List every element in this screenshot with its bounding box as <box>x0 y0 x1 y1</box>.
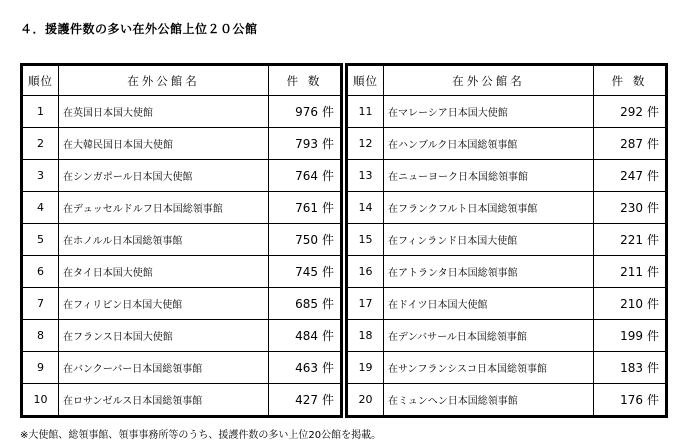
rank-cell: 13 <box>348 160 384 192</box>
count-value: 764 <box>295 169 318 183</box>
count-cell <box>594 96 666 128</box>
count-cell <box>269 192 341 224</box>
rank-cell: 4 <box>23 192 59 224</box>
count-cell <box>269 384 341 416</box>
table-row <box>23 96 341 128</box>
count-value: 247 <box>620 169 643 183</box>
rank-cell: 1 <box>23 96 59 128</box>
count-unit: 件 <box>646 297 659 311</box>
count-unit: 件 <box>646 265 659 279</box>
header-name: 在外公館名 <box>59 66 269 96</box>
footnote: ※大使館、総領事館、領事事務所等のうち、援護件数の多い上位20公館を掲載。 <box>20 430 382 441</box>
mission-name-cell: 在タイ日本国大使館 <box>59 256 269 288</box>
table-row <box>348 384 666 416</box>
count-cell <box>594 384 666 416</box>
count-value: 750 <box>295 233 318 247</box>
ranking-table-body-left <box>23 66 341 416</box>
count-value: 199 <box>620 329 643 343</box>
count-cell <box>594 192 666 224</box>
count-unit: 件 <box>321 105 334 119</box>
mission-name-cell: 在ロサンゼルス日本国総領事館 <box>59 384 269 416</box>
table-row <box>23 256 341 288</box>
table-row <box>23 384 341 416</box>
count-unit: 件 <box>646 105 659 119</box>
count-cell <box>269 160 341 192</box>
count-unit: 件 <box>321 329 334 343</box>
table-row <box>23 320 341 352</box>
count-value: 211 <box>620 265 643 279</box>
rank-cell: 2 <box>23 128 59 160</box>
ranking-table-right <box>345 63 668 418</box>
count-unit: 件 <box>321 233 334 247</box>
mission-name-cell: 在ニューヨーク日本国総領事館 <box>384 160 594 192</box>
table-row <box>23 288 341 320</box>
rank-cell: 12 <box>348 128 384 160</box>
mission-name-cell: 在デュッセルドルフ日本国総領事館 <box>59 192 269 224</box>
count-unit: 件 <box>321 393 334 407</box>
count-cell <box>594 160 666 192</box>
table-row <box>348 160 666 192</box>
mission-name-cell: 在バンクーバー日本国総領事館 <box>59 352 269 384</box>
rank-cell: 17 <box>348 288 384 320</box>
count-cell <box>269 96 341 128</box>
count-cell <box>594 224 666 256</box>
count-value: 183 <box>620 361 643 375</box>
table-header-row <box>23 66 341 96</box>
count-value: 221 <box>620 233 643 247</box>
count-value: 427 <box>295 393 318 407</box>
count-unit: 件 <box>646 393 659 407</box>
count-unit: 件 <box>321 169 334 183</box>
table-row <box>23 160 341 192</box>
table-row <box>348 352 666 384</box>
mission-name-cell: 在フィリピン日本国大使館 <box>59 288 269 320</box>
count-cell <box>594 256 666 288</box>
mission-name-cell: 在シンガポール日本国大使館 <box>59 160 269 192</box>
header-rank: 順位 <box>348 66 384 96</box>
table-row <box>23 224 341 256</box>
ranking-table-left <box>20 63 343 418</box>
rank-cell: 7 <box>23 288 59 320</box>
count-unit: 件 <box>646 233 659 247</box>
count-cell <box>594 128 666 160</box>
count-unit: 件 <box>321 201 334 215</box>
count-value: 176 <box>620 393 643 407</box>
count-unit: 件 <box>646 329 659 343</box>
mission-name-cell: 在アトランタ日本国総領事館 <box>384 256 594 288</box>
rank-cell: 19 <box>348 352 384 384</box>
count-value: 685 <box>295 297 318 311</box>
table-row <box>348 224 666 256</box>
rank-cell: 9 <box>23 352 59 384</box>
mission-name-cell: 在フランス日本国大使館 <box>59 320 269 352</box>
mission-name-cell: 在大韓民国日本国大使館 <box>59 128 269 160</box>
rank-cell: 14 <box>348 192 384 224</box>
count-unit: 件 <box>646 169 659 183</box>
rank-cell: 5 <box>23 224 59 256</box>
count-value: 463 <box>295 361 318 375</box>
count-cell <box>269 224 341 256</box>
count-cell <box>269 352 341 384</box>
header-count: 件 数 <box>594 66 666 96</box>
table-row <box>23 128 341 160</box>
mission-name-cell: 在英国日本国大使館 <box>59 96 269 128</box>
mission-name-cell: 在サンフランシスコ日本国総領事館 <box>384 352 594 384</box>
count-cell <box>594 288 666 320</box>
rank-cell: 11 <box>348 96 384 128</box>
count-unit: 件 <box>321 361 334 375</box>
mission-name-cell: 在デンバサール日本国総領事館 <box>384 320 594 352</box>
table-row <box>348 288 666 320</box>
table-row <box>348 320 666 352</box>
count-cell <box>269 288 341 320</box>
rank-cell: 10 <box>23 384 59 416</box>
mission-name-cell: 在ミュンヘン日本国総領事館 <box>384 384 594 416</box>
mission-name-cell: 在ハンブルク日本国総領事館 <box>384 128 594 160</box>
count-value: 745 <box>295 265 318 279</box>
rank-cell: 20 <box>348 384 384 416</box>
mission-name-cell: 在フィンランド日本国大使館 <box>384 224 594 256</box>
count-cell <box>594 352 666 384</box>
table-row <box>348 96 666 128</box>
count-value: 210 <box>620 297 643 311</box>
header-rank: 順位 <box>23 66 59 96</box>
mission-name-cell: 在マレーシア日本国大使館 <box>384 96 594 128</box>
count-cell <box>269 128 341 160</box>
count-value: 292 <box>620 105 643 119</box>
mission-name-cell: 在フランクフルト日本国総領事館 <box>384 192 594 224</box>
count-cell <box>269 320 341 352</box>
count-value: 484 <box>295 329 318 343</box>
count-unit: 件 <box>321 265 334 279</box>
count-unit: 件 <box>646 361 659 375</box>
table-row <box>23 192 341 224</box>
mission-name-cell: 在ドイツ日本国大使館 <box>384 288 594 320</box>
count-value: 976 <box>295 105 318 119</box>
table-row <box>348 128 666 160</box>
table-row <box>348 256 666 288</box>
count-value: 230 <box>620 201 643 215</box>
count-cell <box>594 320 666 352</box>
count-value: 793 <box>295 137 318 151</box>
count-cell <box>269 256 341 288</box>
rank-cell: 18 <box>348 320 384 352</box>
table-row <box>23 352 341 384</box>
rank-cell: 6 <box>23 256 59 288</box>
rank-cell: 15 <box>348 224 384 256</box>
table-header-row <box>348 66 666 96</box>
mission-name-cell: 在ホノルル日本国総領事館 <box>59 224 269 256</box>
rank-cell: 3 <box>23 160 59 192</box>
table-row <box>348 192 666 224</box>
count-unit: 件 <box>646 201 659 215</box>
count-unit: 件 <box>321 297 334 311</box>
rank-cell: 16 <box>348 256 384 288</box>
rank-cell: 8 <box>23 320 59 352</box>
page-title: ４．援護件数の多い在外公館上位２０公館 <box>20 22 258 36</box>
count-unit: 件 <box>646 137 659 151</box>
count-value: 287 <box>620 137 643 151</box>
header-count: 件 数 <box>269 66 341 96</box>
header-name: 在外公館名 <box>384 66 594 96</box>
count-unit: 件 <box>321 137 334 151</box>
ranking-table-body-right <box>348 66 666 416</box>
count-value: 761 <box>295 201 318 215</box>
